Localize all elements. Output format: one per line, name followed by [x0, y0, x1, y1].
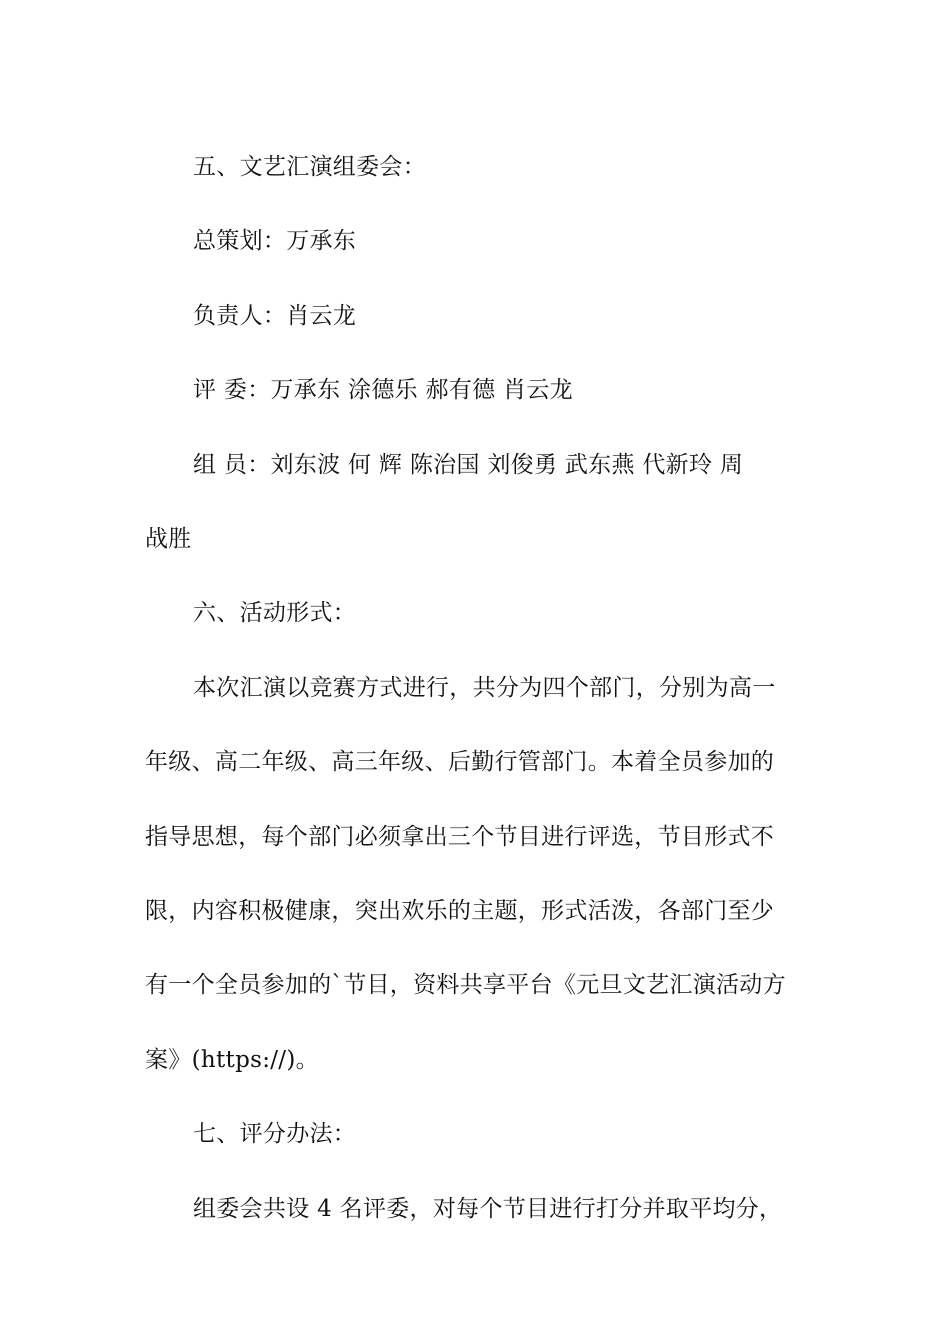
section-heading-format: 六、活动形式： [193, 600, 357, 627]
scoring-paragraph-line: 组委会共设 4 名评委，对每个节目进行打分并取平均分， [193, 1195, 783, 1222]
chief-planner-line: 总策划：万承东 [193, 228, 357, 255]
format-paragraph-line: 指导思想，每个部门必须拿出三个节目进行评选，节目形式不 [145, 823, 775, 850]
section-heading-scoring: 七、评分办法： [193, 1121, 357, 1148]
format-paragraph-line: 年级、高二年级、高三年级、后勤行管部门。本着全员参加的 [145, 749, 775, 776]
format-paragraph-line: 有一个全员参加的`节目，资料共享平台《元旦文艺汇演活动方 [145, 972, 786, 999]
format-paragraph-line: 本次汇演以竞赛方式进行，共分为四个部门，分别为高一 [193, 674, 776, 701]
section-heading-committee: 五、文艺汇演组委会： [193, 154, 426, 180]
members-line: 组 员：刘东波 何 辉 陈治国 刘俊勇 武东燕 代新玲 周 [193, 451, 744, 478]
person-in-charge-line: 负责人：肖云龙 [193, 302, 357, 329]
format-paragraph-line: 限，内容积极健康，突出欢乐的主题，形式活泼，各部门至少 [145, 898, 775, 925]
judges-line: 评 委：万承东 涂德乐 郝有德 肖云龙 [193, 377, 573, 404]
members-line-continued: 战胜 [145, 526, 192, 553]
format-paragraph-line: 案》(https://)。 [145, 1046, 319, 1073]
document-body [145, 130, 805, 1246]
